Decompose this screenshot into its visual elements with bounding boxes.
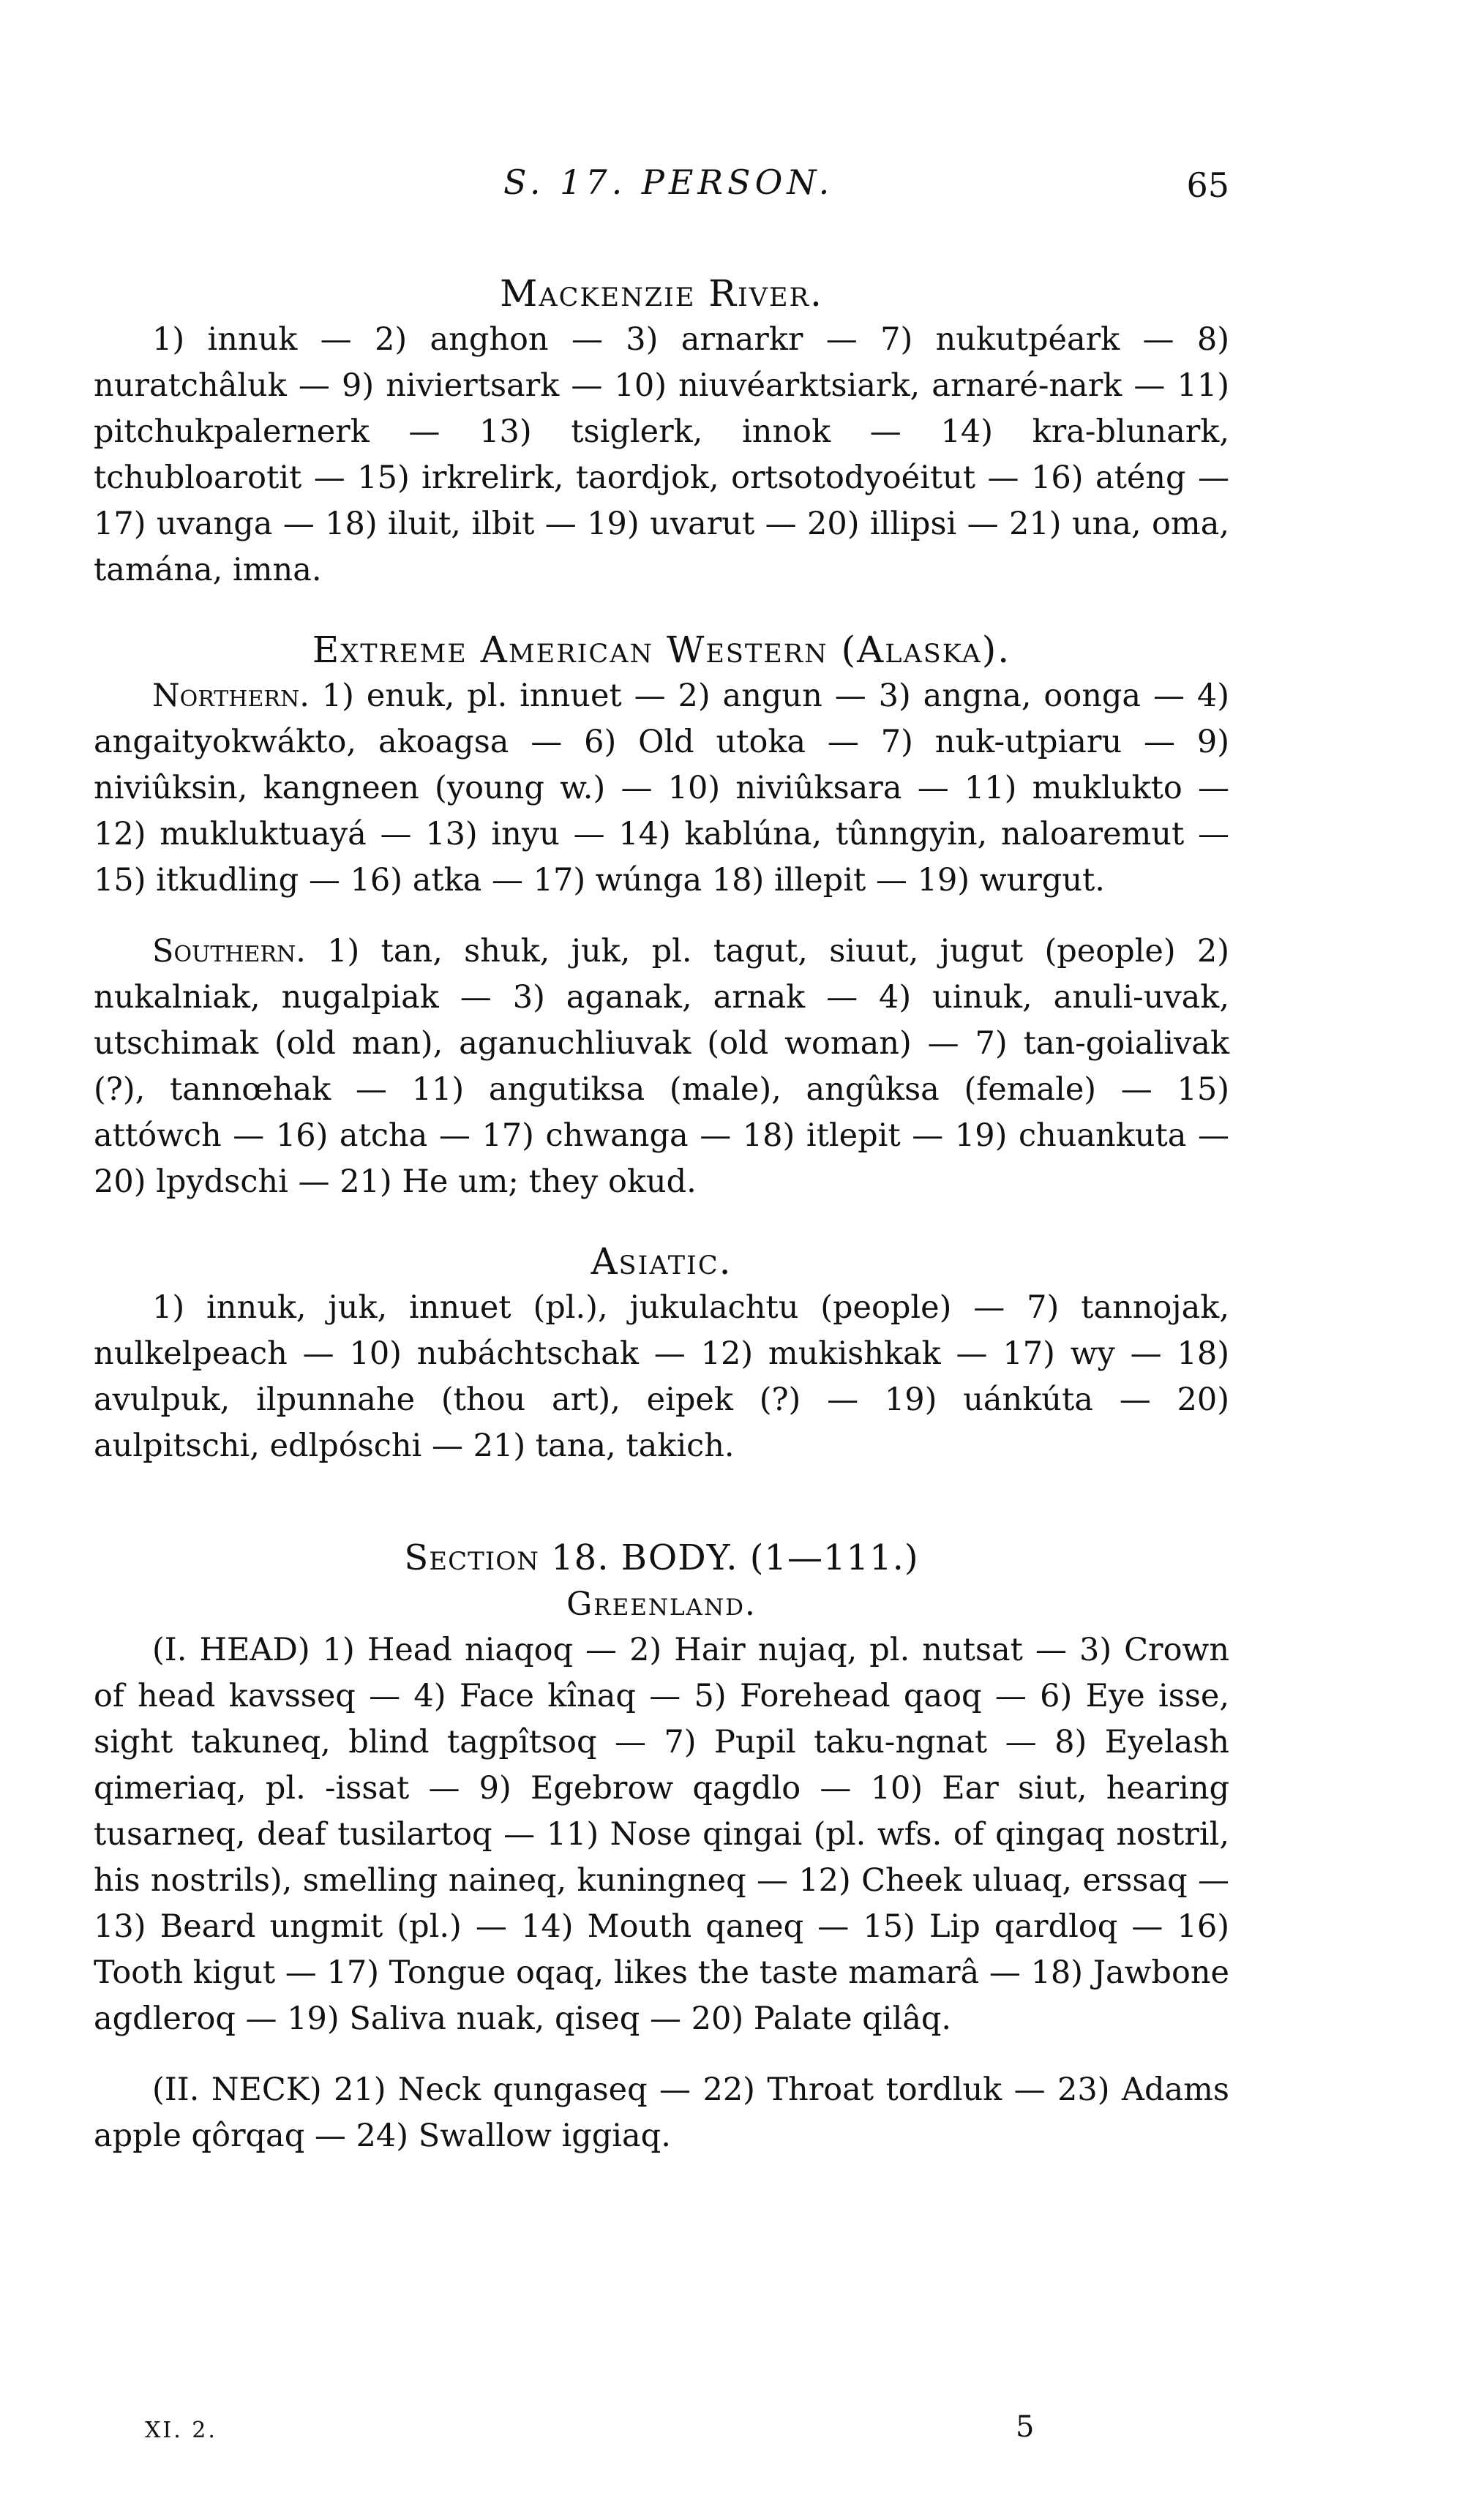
page-footer [94, 2410, 1229, 2461]
asiatic-heading: Asiatic. [591, 1240, 732, 1283]
alaska-heading: Extreme American Western (Alaska). [312, 629, 1011, 671]
section-heading: Section 18. BODY. (1—111.) [404, 1537, 919, 1578]
sheet-number: 5 [1016, 2410, 1035, 2444]
mackenzie-heading: Mackenzie River. [500, 272, 823, 315]
book-page [94, 0, 1229, 2520]
neck-paragraph: (II. NECK) 21) Neck qungaseq — 22) Throat tordluk — 23) Adams apple qôrqaq — 24) Swallow iggiaq. [94, 2071, 1229, 2154]
page-number: 65 [1186, 165, 1229, 205]
alaska-northern-paragraph [94, 673, 1229, 904]
southern-label: Southern. [152, 933, 306, 970]
northern-label: Northern. [152, 678, 310, 714]
page-body [94, 271, 1229, 2159]
running-header [94, 162, 1229, 214]
mackenzie-paragraph: 1) innuk — 2) anghon — 3) arnarkr — 7) nukutpéark — 8) nuratchâluk — 9) niviertsark — 10) niuvéarktsiark, arnaré-nark — 11) pitchukpalernerk — 13) tsiglerk, innok — 14) kra-blunark, tchubloarotit — 15) irkrelirk, taordjok, ortsotodyoéitut — 16) aténg — 17) uvanga — 18) iluit, ilbit — 19) uvarut — 20) illipsi — 21) una, oma, tamána, imna. [94, 321, 1229, 588]
alaska-southern-paragraph [94, 929, 1229, 1205]
asiatic-paragraph: 1) innuk, juk, innuet (pl.), jukulachtu (people) — 7) tannojak, nulkelpeach — 10) nubáchtschak — 12) mukishkak — 17) wy — 18) avulpuk, ilpunnahe (thou art), eipek (?) — 19) uánkúta — 20) aulpitschi, edlpóschi — 21) tana, takich. [94, 1289, 1229, 1464]
greenland-heading: Greenland. [566, 1586, 757, 1623]
running-title: S. 17. PERSON. [503, 162, 834, 202]
head-paragraph: (I. HEAD) 1) Head niaqoq — 2) Hair nujaq, pl. nutsat — 3) Crown of head kavsseq — 4) Face kînaq — 5) Forehead qaoq — 6) Eye isse, sight takuneq, blind tagpîtsoq — 7) Pupil taku-ngnat — 8) Eyelash qimeriaq, pl. -issat — 9) Egebrow qagdlo — 10) Ear siut, hearing tusarneq, deaf tusilartoq — 11) Nose qingai (pl. wfs. of qingaq nostril, his nostrils), smelling naineq, kuningneq — 12) Cheek uluaq, erssaq — 13) Beard ungmit (pl.) — 14) Mouth qaneq — 15) Lip qardloq — 16) Tooth kigut — 17) Tongue oqaq, likes the taste mamarâ — 18) Jawbone agdleroq — 19) Saliva nuak, qiseq — 20) Palate qilâq. [94, 1632, 1229, 2037]
northern-text: 1) enuk, pl. innuet — 2) angun — 3) angna, oonga — 4) angaityokwákto, akoagsa — 6) Old utoka — 7) nuk-utpiaru — 9) niviûksin, kangneen (young w.) — 10) niviûksara — 11) muklukto — 12) mukluktuayá — 13) inyu — 14) kablúna, tûnngyin, naloaremut — 15) itkudling — 16) atka — 17) wúnga 18) illepit — 19) wurgut. [94, 678, 1230, 899]
southern-text: 1) tan, shuk, juk, pl. tagut, siuut, jugut (people) 2) nukalniak, nugalpiak — 3) aganak, arnak — 4) uinuk, anuli-uvak, utschimak (old man), aganuchliuvak (old woman) — 7) tan-goialivak (?), tannœhak — 11) angutiksa (male), angûksa (female) — 15) attówch — 16) atcha — 17) chwanga — 18) itlepit — 19) chuankuta — 20) lpydschi — 21) He um; they okud. [94, 933, 1230, 1200]
signature-mark: XI. 2. [145, 2418, 217, 2443]
